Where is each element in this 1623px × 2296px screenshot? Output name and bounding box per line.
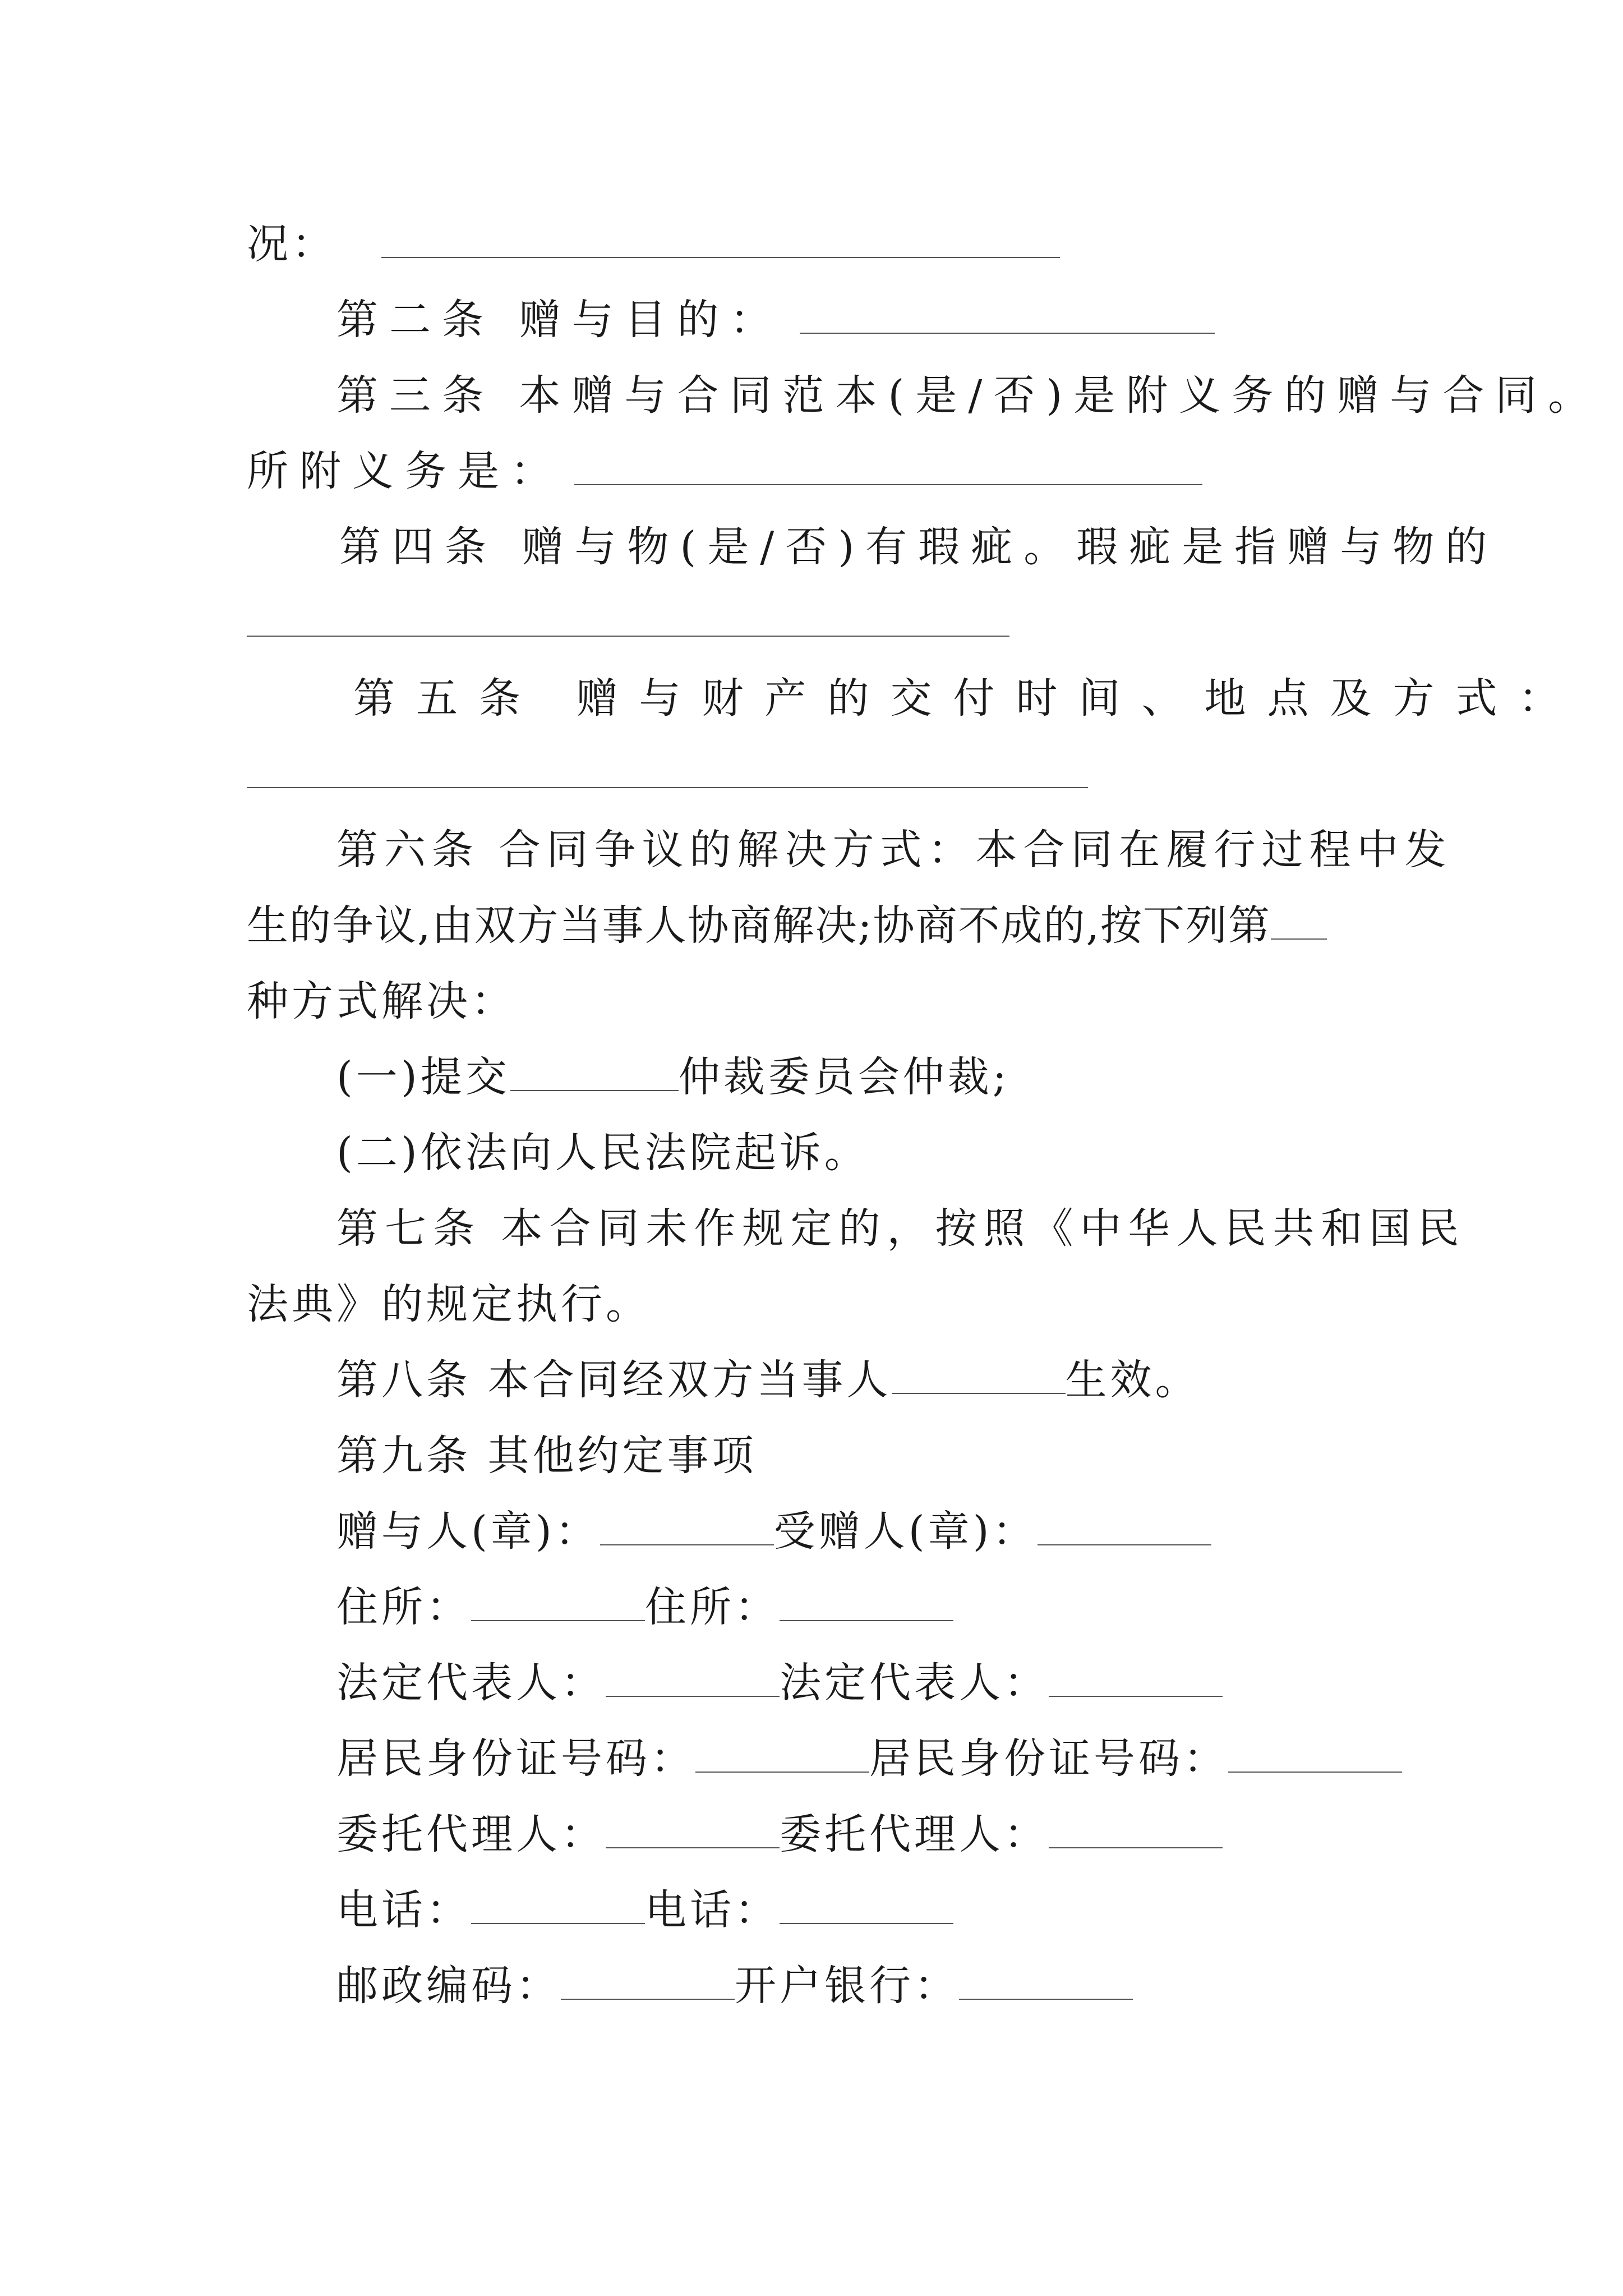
phone-label-1: 电话： (336, 1886, 471, 1934)
legal-rep-label-1: 法定代表人： (336, 1659, 606, 1707)
phone-field-1[interactable] (471, 1892, 645, 1924)
article-2 (336, 292, 1215, 348)
agent-label-1: 委托代理人： (336, 1810, 606, 1858)
bank-field[interactable] (959, 1967, 1133, 2000)
id-label-1: 居民身份证号码： (336, 1734, 695, 1783)
option-litigation (336, 1125, 869, 1181)
agent-label-2: 委托代理人： (780, 1810, 1049, 1858)
sig-legal-rep-row (336, 1655, 1223, 1711)
sig-seal-row (336, 1503, 1211, 1559)
donee-seal-label: 受赠人(章)： (773, 1507, 1038, 1556)
article-5 (353, 670, 1581, 726)
option-1-rest: 仲裁委员会仲裁; (678, 1053, 1010, 1101)
address-label-1: 住所： (336, 1583, 471, 1631)
article-7-cont-text: 法典》的规定执行。 (247, 1280, 651, 1328)
option-arbitration (336, 1049, 1010, 1105)
effective-blank[interactable] (892, 1361, 1066, 1394)
article-6-text: 第六条 合同争议的解决方式：本合同在履行过程中发 (336, 826, 1453, 874)
option-1-label: (一)提交 (336, 1053, 510, 1101)
donor-seal-field[interactable] (600, 1513, 774, 1545)
legal-rep-field-2[interactable] (1049, 1664, 1223, 1697)
arbitration-blank[interactable] (510, 1059, 679, 1091)
sig-id-row (336, 1731, 1402, 1787)
id-label-2: 居民身份证号码： (869, 1734, 1228, 1783)
sig-address-row (336, 1579, 953, 1635)
defect-line (247, 595, 1009, 651)
delivery-blank[interactable] (247, 756, 1088, 788)
legal-rep-label-2: 法定代表人： (780, 1659, 1049, 1707)
article-6-end-text: 种方式解决： (247, 977, 516, 1025)
defect-blank[interactable] (247, 604, 1009, 637)
delivery-line (247, 746, 1088, 802)
article-7 (336, 1200, 1466, 1257)
phone-field-2[interactable] (780, 1892, 953, 1924)
article-4 (339, 519, 1498, 575)
address-field-2[interactable] (780, 1589, 953, 1621)
legal-rep-field-1[interactable] (606, 1664, 780, 1697)
address-label-2: 住所： (645, 1583, 780, 1631)
attached-obligation (247, 443, 1202, 499)
article-9-text: 第九条 其他约定事项 (336, 1432, 757, 1480)
article-9 (336, 1428, 757, 1484)
situation-prefix: 况： (247, 220, 336, 268)
article-4-text: 第四条 赠与物(是/否)有瑕疵。瑕疵是指赠与物的 (339, 523, 1498, 571)
situation-blank[interactable] (381, 226, 1060, 258)
agent-field-2[interactable] (1049, 1816, 1223, 1848)
article-5-text: 第五条 赠与财产的交付时间、地点及方式： (353, 674, 1581, 723)
bank-label: 开户银行： (735, 1962, 959, 2010)
article-3-text: 第三条 本赠与合同范本(是/否)是附义务的赠与合同。 (336, 371, 1601, 420)
obligation-prefix: 所附义务是： (247, 447, 563, 495)
article-6-cont-text: 生的争议,由双方当事人协商解决;协商不成的,按下列第 (247, 901, 1271, 950)
line-situation (247, 216, 1060, 272)
article-7-cont (247, 1276, 651, 1332)
id-field-1[interactable] (695, 1740, 869, 1773)
id-field-2[interactable] (1228, 1740, 1402, 1773)
sig-agent-row (336, 1806, 1223, 1862)
obligation-blank[interactable] (574, 453, 1202, 485)
article-3 (336, 367, 1601, 424)
method-number-blank[interactable] (1271, 907, 1327, 940)
donor-seal-label: 赠与人(章)： (336, 1507, 600, 1556)
postcode-field[interactable] (561, 1967, 735, 2000)
option-2-text: (二)依法向人民法院起诉。 (336, 1129, 869, 1177)
address-field-1[interactable] (471, 1589, 645, 1621)
sig-post-bank-row (336, 1958, 1133, 2014)
article-8 (336, 1352, 1200, 1408)
agent-field-1[interactable] (606, 1816, 780, 1848)
donee-seal-field[interactable] (1038, 1513, 1211, 1545)
phone-label-2: 电话： (645, 1886, 780, 1934)
article-6-cont (247, 898, 1327, 954)
article-2-text: 第二条 赠与目的： (336, 296, 783, 344)
postcode-label: 邮政编码： (336, 1962, 561, 2010)
article-6-end (247, 973, 516, 1029)
article-6 (336, 822, 1453, 878)
sig-phone-row (336, 1882, 953, 1938)
article-8-text: 第八条 本合同经双方当事人 (336, 1356, 892, 1404)
gift-purpose-blank[interactable] (800, 301, 1215, 334)
article-7-text: 第七条 本合同未作规定的，按照《中华人民共和国民 (336, 1204, 1466, 1253)
article-8-end: 生效。 (1065, 1356, 1200, 1404)
